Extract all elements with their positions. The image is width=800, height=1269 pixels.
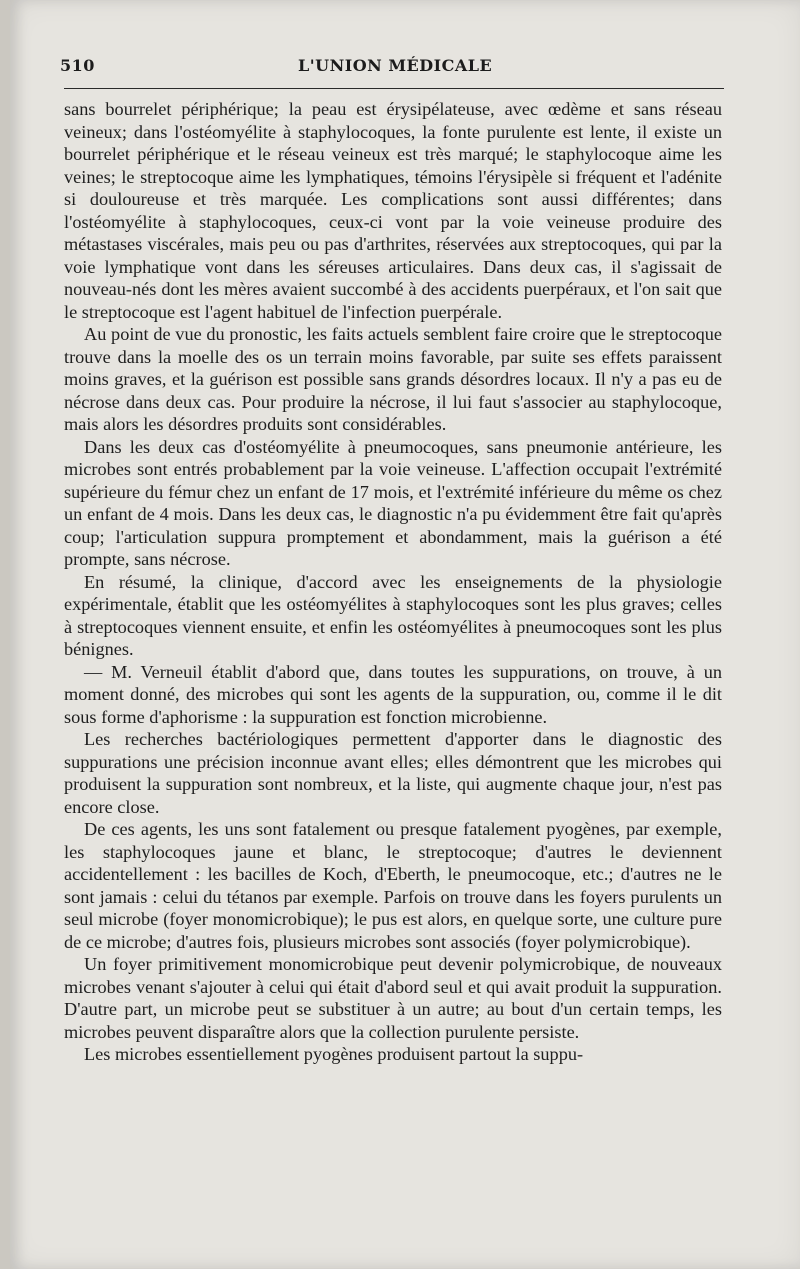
page-header (60, 56, 720, 82)
paragraph-6: Les recherches bactériologiques permettent d'apporter dans le diagnostic des suppurations une précision inconnue avant elles; elles démontrent que les microbes qui produisent la suppuration sont nombreux, et la liste, qui augmente chaque jour, n'est pas encore close. (64, 729, 722, 817)
paragraph-3: Dans les deux cas d'ostéomyélite à pneumocoques, sans pneumonie antérieure, les microbes sont entrés probablement par la voie veineuse. L'affection occupait l'extrémité supérieure du fémur chez un enfant de 17 mois, et l'extrémité inférieure du même os chez un enfant de 4 mois. Dans les deux cas, le diagnostic n'a pu évidemment être fait qu'après coup; l'articulation suppura promptement et abondamment, mais la guérison a été prompte, sans nécrose. (64, 436, 722, 569)
paragraph-4: En résumé, la clinique, d'accord avec les enseignements de la physiologie expérimentale, établit que les ostéomyélites à staphylocoques sont les plus graves; celles à streptocoques viennent ensuite, et enfin les ostéomyélites à pneumocoques sont les plus bénignes. (64, 571, 722, 659)
page-number: 510 (60, 56, 95, 75)
paragraph-8: Un foyer primitivement monomicrobique peut devenir polymicrobique, de nouveaux microbes venant s'ajouter à celui qui était d'abord seul et qui avait produit la suppuration. D'autre part, un microbe peut se substituer à un autre; au bout d'un certain temps, les microbes peuvent disparaître alors que la collection purulente persiste. (64, 954, 722, 1042)
paragraph-2: Au point de vue du pronostic, les faits actuels semblent faire croire que le streptocoque trouve dans la moelle des os un terrain moins favorable, par suite ses effets paraissent moins graves, et la guérison est possible sans grands désordres locaux. Il n'y a pas eu de nécrose dans deux cas. Pour produire la nécrose, il lui faut s'associer au staphylocoque, mais alors les désordres produits sont considérables. (64, 324, 722, 434)
paragraph-1: sans bourrelet périphérique; la peau est érysipélateuse, avec œdème et sans réseau veineux; dans l'ostéomyélite à staphylocoques, la fonte purulente est lente, il existe un bourrelet périphérique et le réseau veineux est très marqué; le staphylocoque aime les veines; le streptocoque aime les lymphatiques, témoins l'érysipèle si fréquent et l'adénite si douloureuse et très marquée. Les complications sont aussi différentes; dans l'ostéomyélite à staphylocoques, ceux-ci vont par la voie veineuse produire des métastases viscérales, mais peu ou pas d'arthrites, réservées aux streptocoques, qui par la voie lymphatique vont dans les séreuses articulaires. Dans deux cas, il s'agissait de nouveau-nés dont les mères avaient succombé à des accidents puerpéraux, et l'on sait que le streptocoque est l'agent habituel de l'infection puerpérale. (64, 99, 722, 322)
header-rule (64, 88, 724, 89)
article-body (64, 98, 722, 1066)
paragraph-7: De ces agents, les uns sont fatalement ou presque fatalement pyogènes, par exemple, les staphylocoques jaune et blanc, le streptocoque; d'autres le deviennent accidentellement : les bacilles de Koch, d'Eberth, le pneumocoque, etc.; d'autres ne le sont jamais : celui du tétanos par exemple. Parfois on trouve dans les foyers purulents un seul microbe (foyer monomicrobique); le pus est alors, en quelque sorte, une culture pure de ce microbe; d'autres fois, plusieurs microbes sont associés (foyer polymicrobique). (64, 819, 722, 952)
paragraph-9: Les microbes essentiellement pyogènes produisent partout la suppu- (84, 1044, 584, 1064)
paragraph-5: — M. Verneuil établit d'abord que, dans toutes les suppurations, on trouve, à un moment donné, des microbes qui sont les agents de la suppuration, ou, comme il le dit sous forme d'aphorisme : la suppuration est fonction microbienne. (64, 661, 722, 727)
running-title: L'UNION MÉDICALE (298, 56, 493, 75)
